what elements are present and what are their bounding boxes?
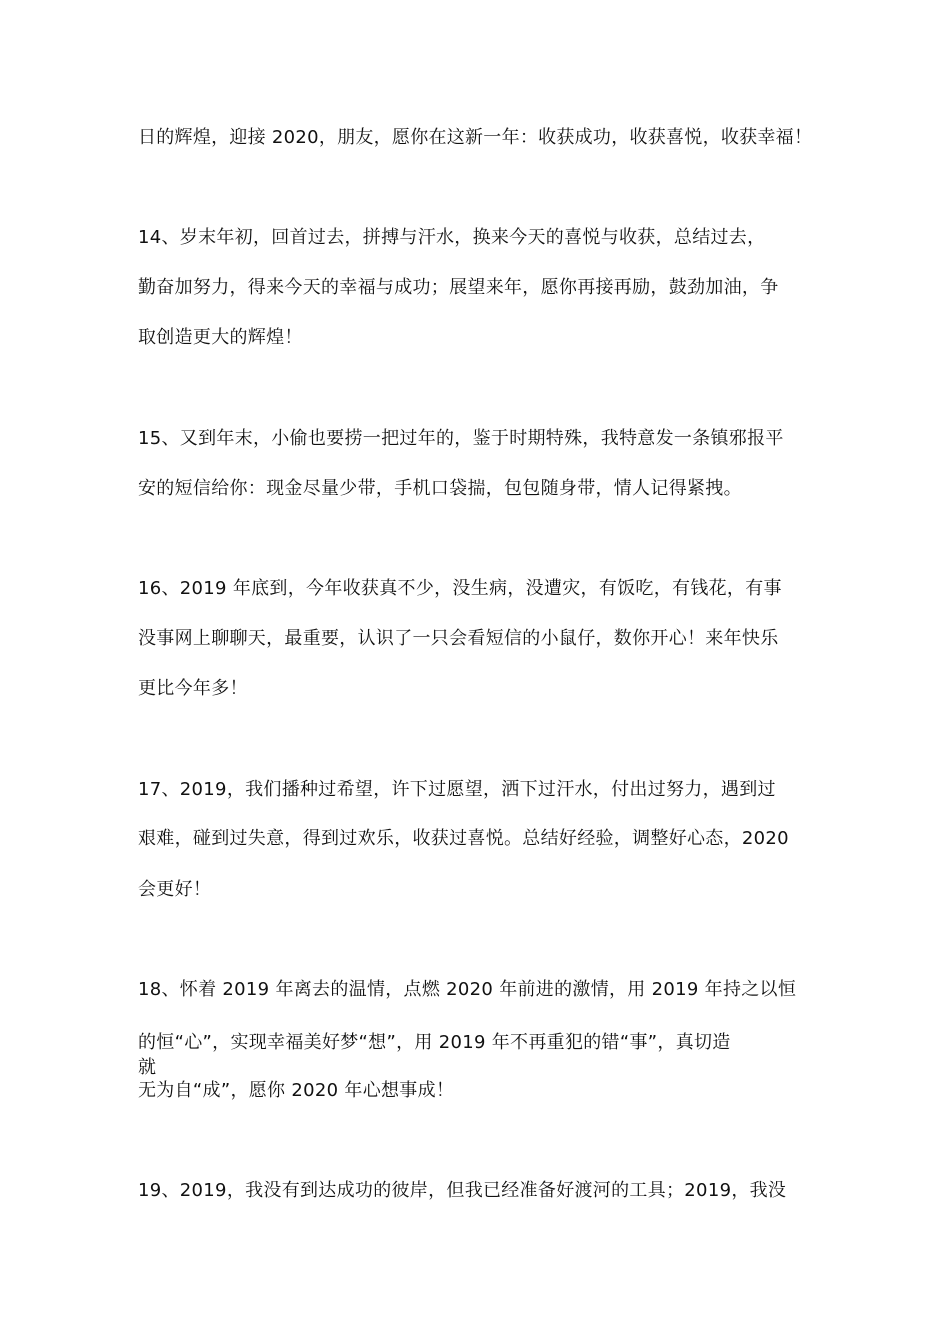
paragraph-17-line-2: 艰难，碰到过失意，得到过欢乐，收获过喜悦。总结好经验，调整好心态，2020 <box>138 828 789 849</box>
paragraph-16-line-3: 更比今年多！ <box>138 678 248 699</box>
paragraph-18-line-2: 的恒“心”，实现幸福美好梦“想”，用 2019 年不再重犯的错“事”，真切造 <box>138 1032 731 1053</box>
paragraph-17-line-1: 17、2019，我们播种过希望，许下过愿望，洒下过汗水，付出过努力，遇到过 <box>138 779 776 800</box>
paragraph-18-line-3: 无为自“成”，愿你 2020 年心想事成！ <box>138 1080 455 1101</box>
paragraph-16-line-1: 16、2019 年底到，今年收获真不少，没生病，没遭灾，有饭吃，有钱花，有事 <box>138 578 782 599</box>
paragraph-14-line-1: 14、岁末年初，回首过去，拼搏与汗水，换来今天的喜悦与收获，总结过去， <box>138 227 766 248</box>
paragraph-19-line-1: 19、2019，我没有到达成功的彼岸，但我已经准备好渡河的工具；2019，我没 <box>138 1180 787 1201</box>
paragraph-16-line-2: 没事网上聊聊天，最重要，认识了一只会看短信的小鼠仔，数你开心！来年快乐 <box>138 628 779 649</box>
paragraph-13-line-3: 日的辉煌，迎接 2020，朋友，愿你在这新一年：收获成功，收获喜悦，收获幸福！ <box>138 127 813 148</box>
paragraph-18-line-2-wrap: 就 <box>138 1057 157 1078</box>
paragraph-17-line-3: 会更好！ <box>138 879 212 900</box>
paragraph-14-line-3: 取创造更大的辉煌！ <box>138 327 303 348</box>
paragraph-18-line-1: 18、怀着 2019 年离去的温情，点燃 2020 年前进的激情，用 2019 年持之以恒 <box>138 979 797 1000</box>
paragraph-15-line-2: 安的短信给你：现金尽量少带，手机口袋揣，包包随身带，情人记得紧拽。 <box>138 478 742 499</box>
paragraph-14-line-2: 勤奋加努力，得来今天的幸福与成功；展望来年，愿你再接再励，鼓劲加油，争 <box>138 277 779 298</box>
paragraph-15-line-1: 15、又到年末，小偷也要捞一把过年的，鉴于时期特殊，我特意发一条镇邪报平 <box>138 428 784 449</box>
